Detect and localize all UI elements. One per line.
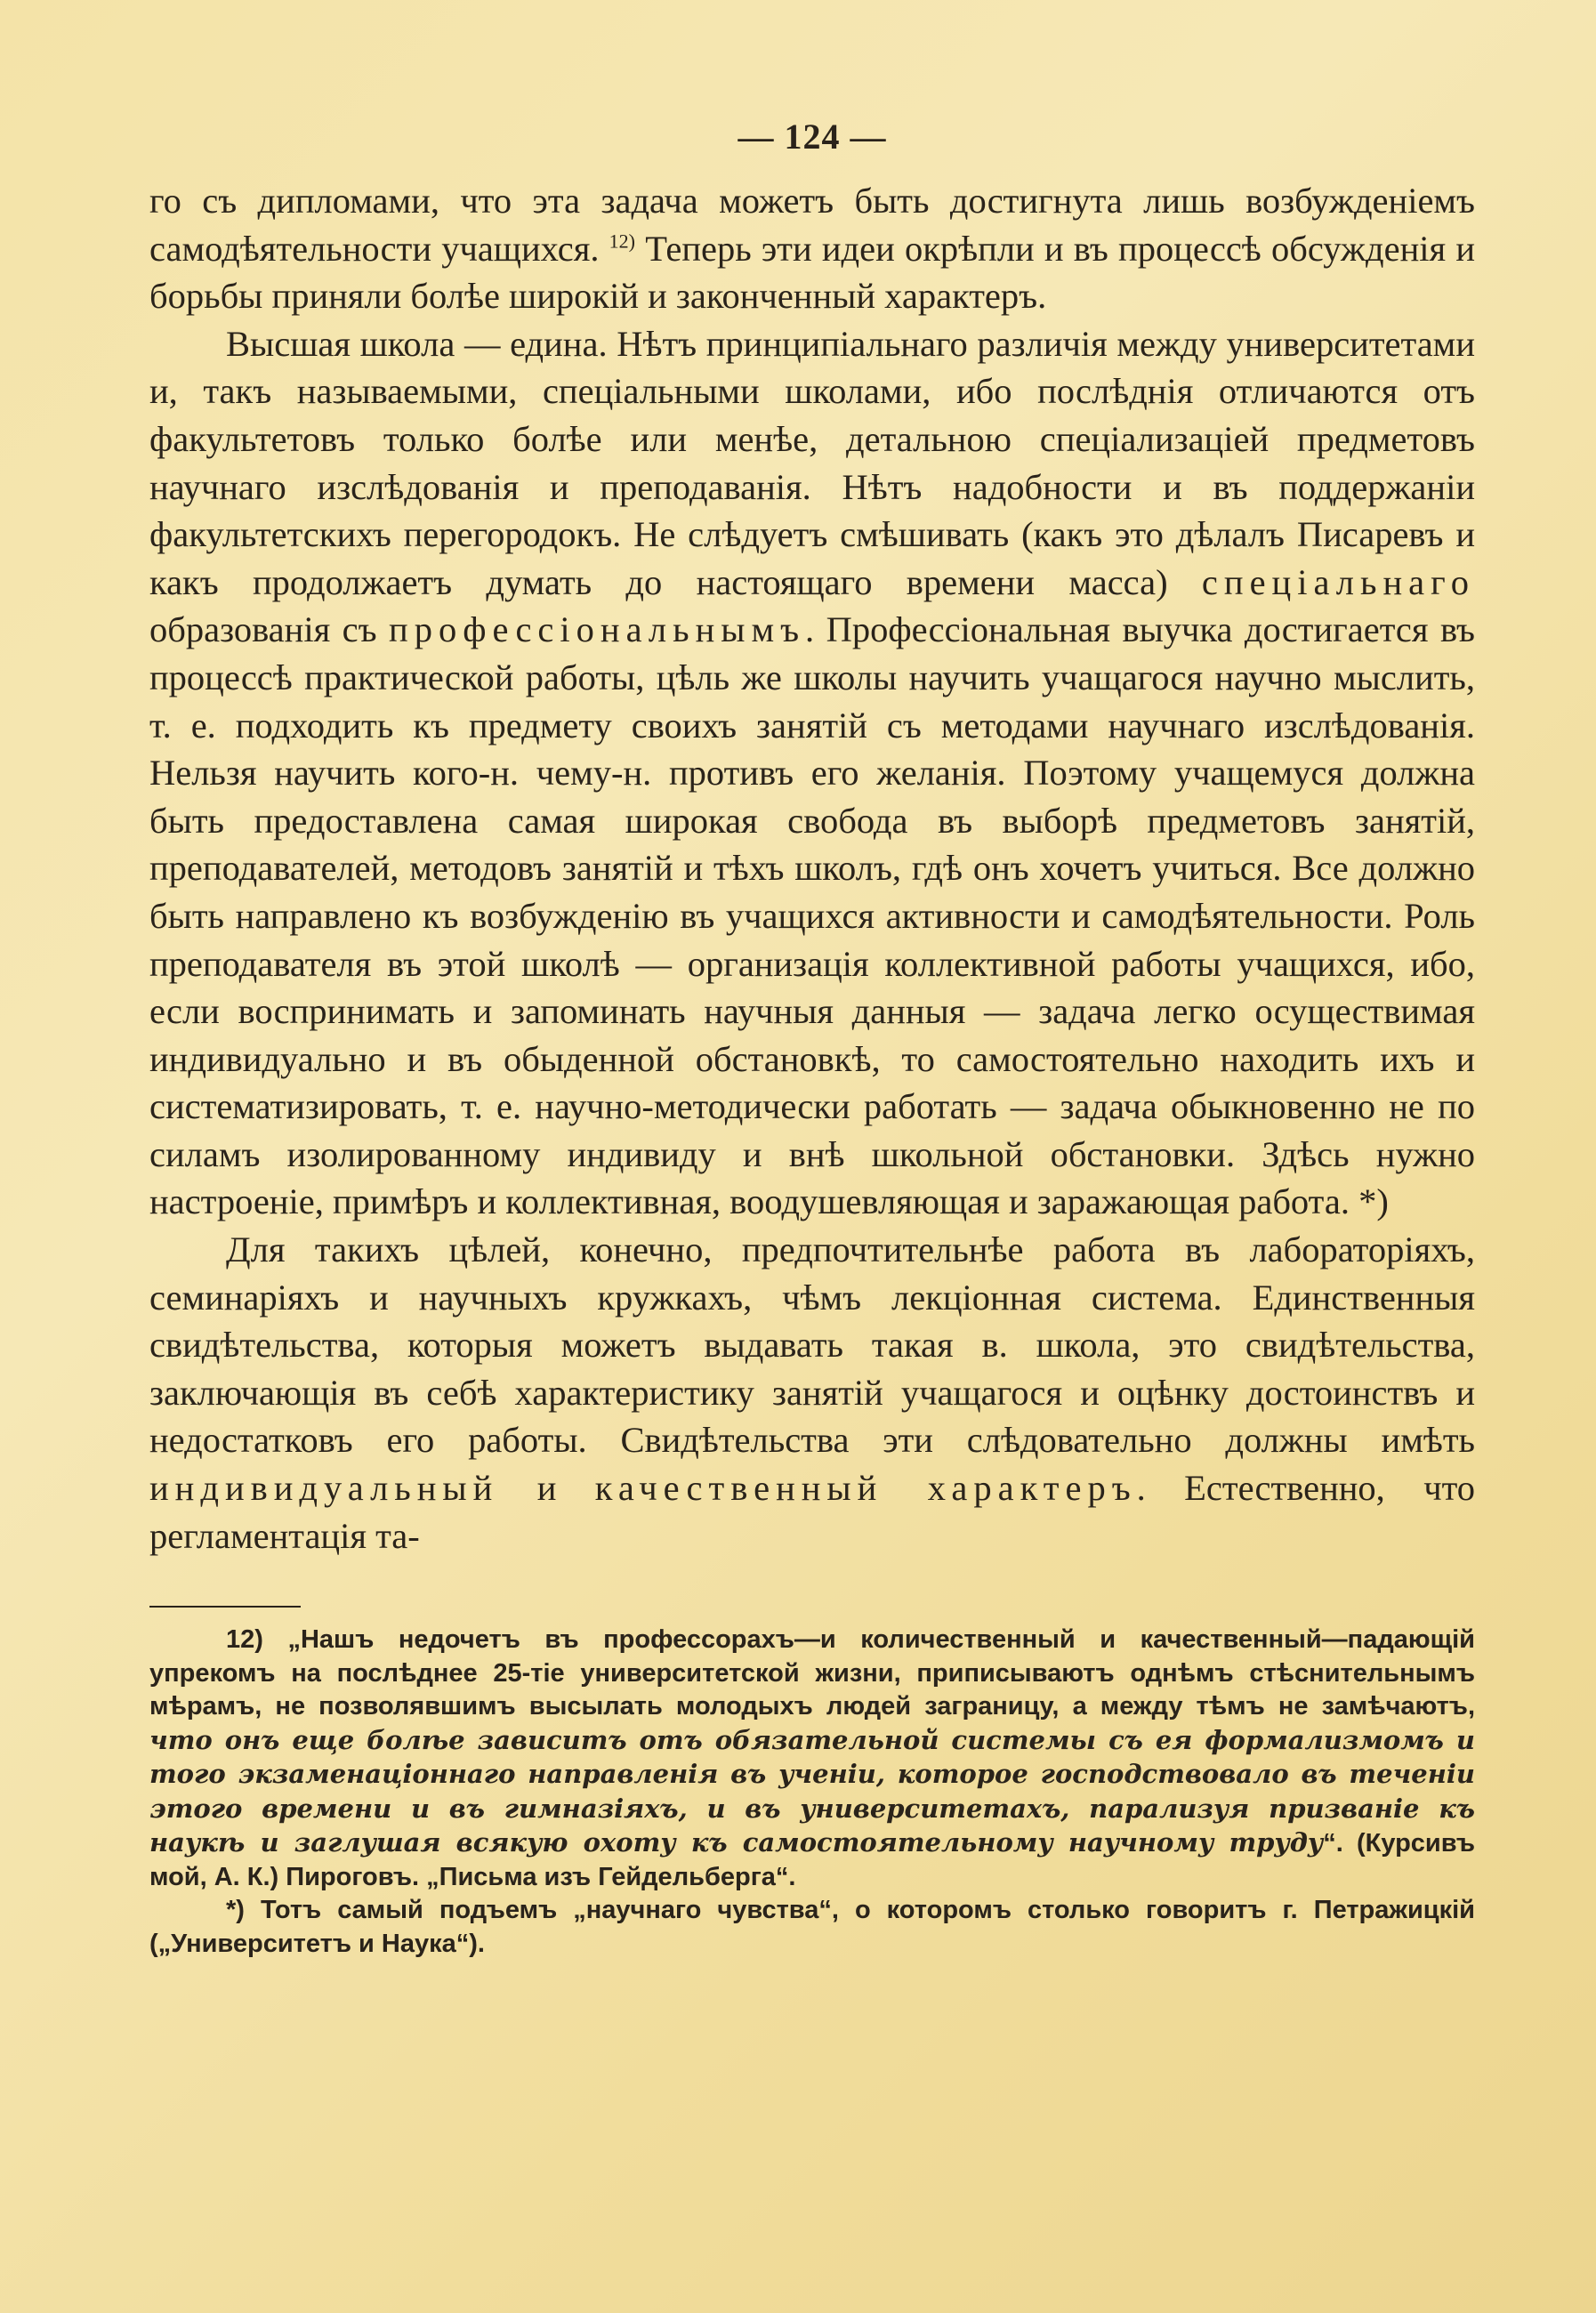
paragraph-3 xyxy=(149,1226,1475,1559)
footnote-ref-12: 12) xyxy=(609,230,635,253)
paragraph-2-text-c: . Профессіональная выучка достигается въ процессѣ практической работы, цѣль же школы научить учащагося научно мыслить, т. е. подходить къ предмету своихъ занятій съ методами научнаго изслѣдованія. Нельзя научить кого-н. чему-н. противъ его желанія. Поэтому учащемуся должна быть предоставлена самая широкая свобода въ выборѣ предметовъ занятій, преподавателей, методовъ занятій и тѣхъ школъ, гдѣ онъ хочетъ учиться. Все должно быть направлено къ возбужденію въ учащихся активности и самодѣятельности. Роль преподавателя въ этой школѣ — организація коллективной работы учащихся, ибо, если воспринимать и запоминать научныя данныя — задача легко осуществимая индивидуально и въ обыденной обстановкѣ, то самостоятельно находить ихъ и систематизировать, т. е. научно-методически работать — задача обыкновенно не по силамъ изолированному индивиду и внѣ школьной обстановки. Здѣсь нужно настроеніе, примѣръ и коллективная, воодушевляющая и заражающая работа. *) xyxy=(149,609,1475,1222)
footnote-12-italic: что онъ еще болѣе зависитъ отъ обязательной системы съ ея формализмомъ и того экзаменаціоннаго направленія въ ученіи, которое господствовало въ теченіи этого времени и въ гимназіяхъ, и въ университетахъ, парализуя призваніе къ наукѣ и заглушая всякую охоту къ самостоятельному научному труду xyxy=(149,1724,1475,1858)
footnotes xyxy=(149,1624,1475,1961)
footnote-12 xyxy=(149,1624,1475,1894)
paragraph-3-text-b: и xyxy=(498,1468,595,1509)
spaced-emphasis: качественный характеръ xyxy=(594,1468,1137,1509)
paragraph-2-text-b: образованія съ xyxy=(149,609,390,650)
paragraph-1-text-a: го съ дипломами, что эта задача можетъ быть достигнута лишь возбужденіемъ самодѣятельности учащихся. xyxy=(149,181,1475,269)
spaced-emphasis: спеціальнаго xyxy=(1201,561,1475,602)
book-page xyxy=(149,116,1475,1961)
spaced-emphasis: профессіональнымъ xyxy=(389,609,806,650)
spaced-emphasis: индивидуальный xyxy=(149,1468,499,1509)
footnote-divider xyxy=(149,1606,301,1608)
paragraph-2-text-a: Высшая школа — едина. Нѣтъ принципіальнаго различія между университетами и, такъ называемыми, спеціальными школами, ибо послѣднія отличаются отъ факультетовъ только болѣе или менѣе, детальною спеціализацiей предметовъ научнаго изслѣдованія и преподаванія. Нѣтъ надобности и въ поддержаніи факультетскихъ перегородокъ. Не слѣдуетъ смѣшивать (какъ это дѣлалъ Писаревъ и какъ продолжаетъ думать до настоящаго времени масса) xyxy=(149,323,1475,602)
paragraph-1-text-b: Теперь эти идеи окрѣпли и въ процессѣ обсужденія и борьбы приняли болѣе широкій и законченный характеръ. xyxy=(149,228,1475,317)
paragraph-3-text-c: . Естественно, что регламентація та- xyxy=(149,1468,1475,1556)
footnote-star: *) Тотъ самый подъемъ „научнаго чувства“, о которомъ столько говоритъ г. Петражицкій („Университетъ и Наука“). xyxy=(149,1896,1475,1958)
footnote-12-text-b: “. (Курсивъ мой, А. К.) Пироговъ. „Письма изъ Гейдельберга“. xyxy=(149,1829,1475,1891)
paragraph-1 xyxy=(149,177,1475,320)
paragraph-3-text-a: Для такихъ цѣлей, конечно, предпочтительнѣе работа въ лабораторіяхъ, семинаріяхъ и научныхъ кружкахъ, чѣмъ лекціонная система. Единственныя свидѣтельства, которыя можетъ выдавать такая в. школа, это свидѣтельства, заключающія въ себѣ характеристику занятій учащагося и оцѣнку достоинствъ и недостатковъ его работы. Свидѣтельства эти слѣдовательно должны имѣть xyxy=(149,1229,1475,1461)
paragraph-2 xyxy=(149,320,1475,1226)
footnote-12-text-a: 12) „Нашъ недочетъ въ профессорахъ—и количественный и качественный—падающій упрекомъ на послѣднее 25-тіе университетской жизни, приписываютъ однѣмъ стѣснительнымъ мѣрамъ, не позволявшимъ высылать молодыхъ людей заграницу, а между тѣмъ не замѣчаютъ, xyxy=(149,1625,1475,1721)
main-text xyxy=(149,177,1475,1559)
page-number: — 124 — xyxy=(738,117,887,157)
